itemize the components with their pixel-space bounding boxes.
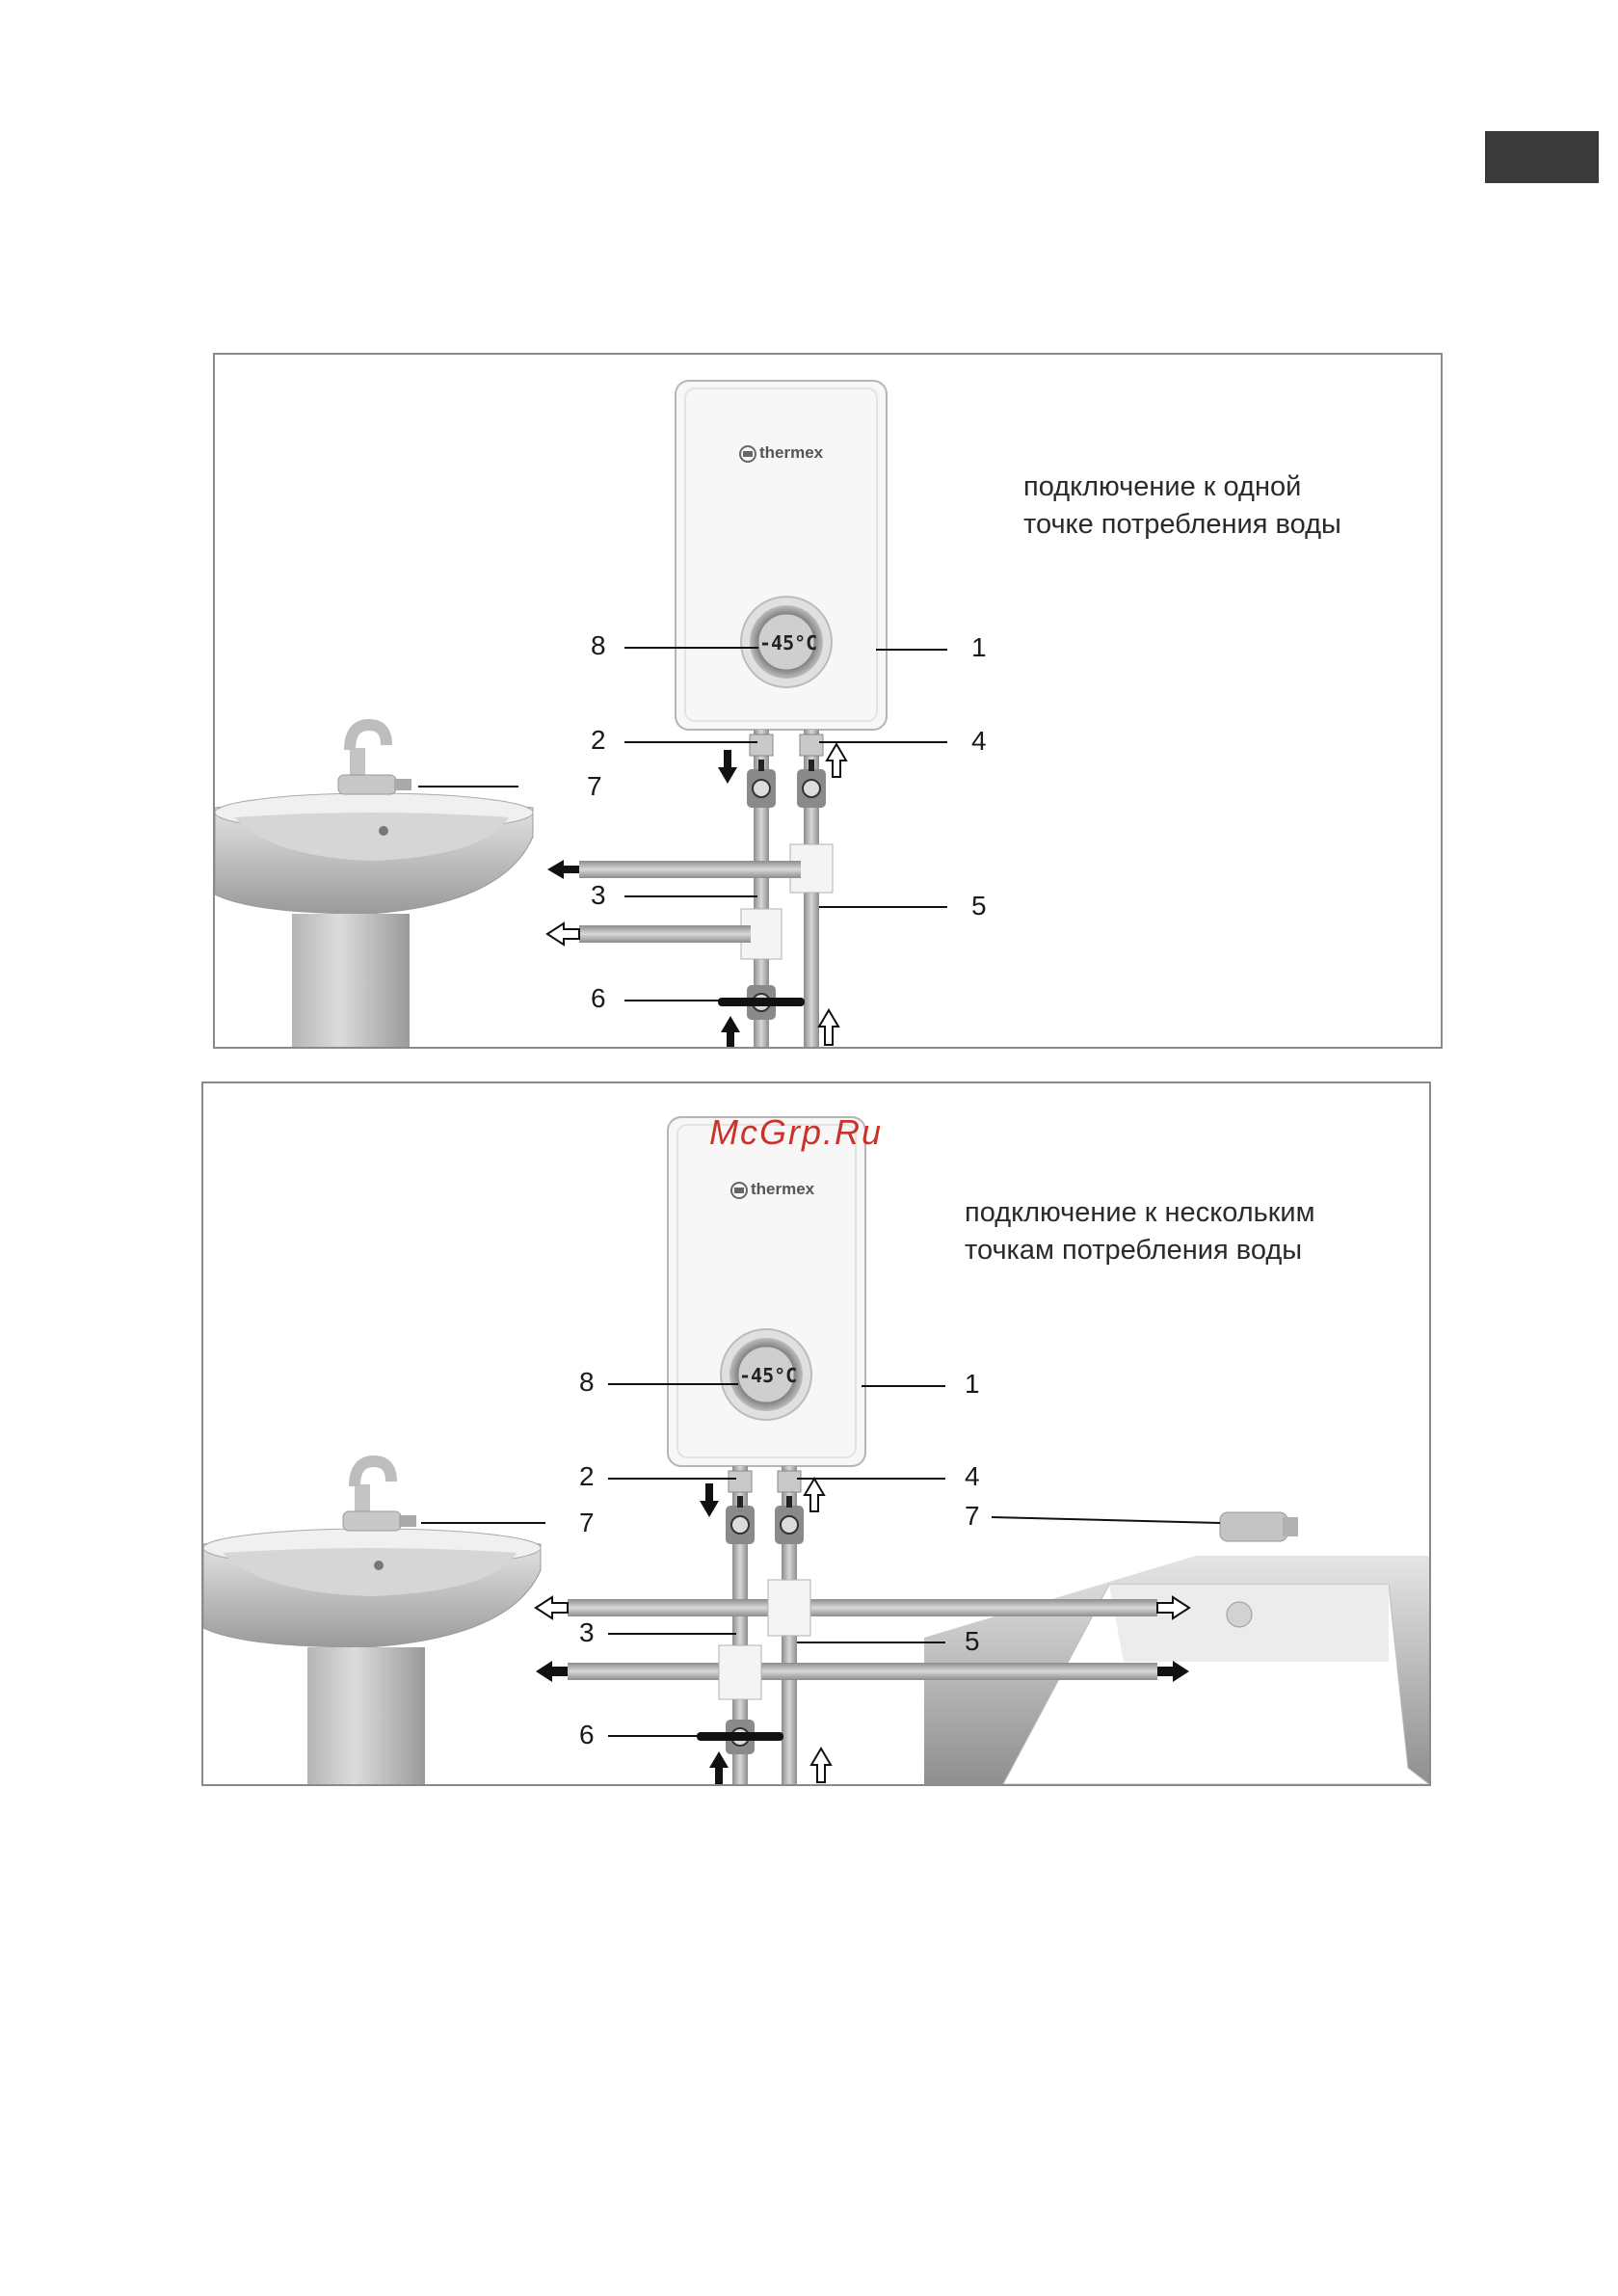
flow-arrow-up-cold [709,1751,729,1784]
flow-arrow-up-heater [827,744,846,777]
flow-arrow-up-return [811,1749,831,1782]
label-6: 6 [591,983,606,1013]
label-3: 3 [579,1617,595,1647]
shutoff-valve [718,985,805,1020]
display-temperature: -45°C [739,1364,798,1387]
label-8: 8 [591,630,606,660]
label-1: 1 [971,632,987,662]
bath-faucet [1220,1512,1298,1541]
caption-line-2: точкам потребления воды [965,1235,1303,1266]
flow-arrow-hot-left [536,1597,568,1618]
caption [1023,468,1341,544]
brand-label: thermex [759,443,824,462]
bathtub [924,1512,1429,1784]
label-7: 7 [587,771,602,801]
flow-arrow-up-return [819,1010,838,1045]
caption [965,1194,1315,1269]
flow-arrow-cold-left [536,1661,568,1682]
label-5: 5 [971,891,987,921]
diagram-multi-point-graphic [203,1083,1429,1784]
ball-valve-right [797,760,826,808]
ball-valve-left [747,760,776,808]
caption-line-1: подключение к нескольким [965,1197,1315,1228]
flow-arrow-hot-out [547,860,579,879]
ball-valve-right [775,1496,804,1544]
label-1: 1 [965,1369,980,1399]
display-temperature: -45°C [759,631,818,654]
watermark: McGrp.Ru [709,1112,884,1152]
label-7-bath: 7 [965,1501,980,1531]
caption-line-1: подключение к одной [1023,471,1302,502]
sink [203,1461,541,1784]
brand-label: thermex [751,1180,815,1198]
diagram-multi-point [201,1081,1431,1786]
label-2: 2 [591,725,606,755]
label-7-sink: 7 [579,1508,595,1537]
flow-arrow-cold-out [547,923,579,945]
section-tab [1485,131,1599,183]
flow-arrow-up-heater [805,1479,824,1511]
label-4: 4 [965,1461,980,1491]
label-6: 6 [579,1720,595,1749]
caption-line-2: точке потребления воды [1023,509,1341,540]
diagram-single-point [213,353,1443,1049]
flow-arrow-up-cold [721,1016,740,1047]
sink [215,725,533,1047]
label-4: 4 [971,726,987,756]
label-5: 5 [965,1626,980,1656]
ball-valve-left [726,1496,755,1544]
flow-arrow-down [700,1483,719,1517]
label-2: 2 [579,1461,595,1491]
flow-arrow-down [718,750,737,784]
label-3: 3 [591,880,606,910]
diagram-single-point-graphic [215,355,1441,1047]
label-8: 8 [579,1367,595,1397]
